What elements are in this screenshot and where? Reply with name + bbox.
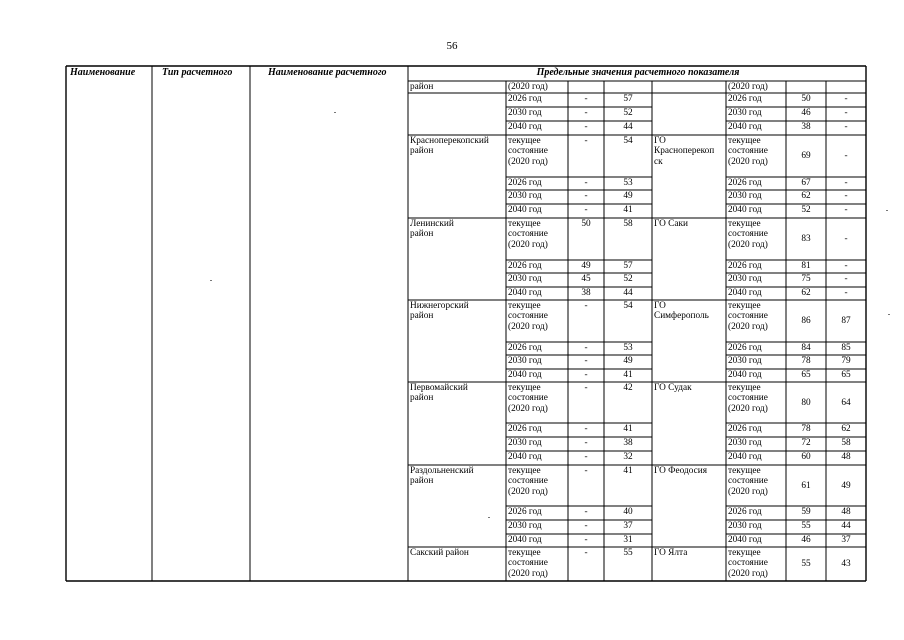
year-label: 2026 год	[508, 261, 542, 271]
state-label: (2020 год)	[728, 82, 768, 92]
city-district-name: ГО Красноперекоп ск	[654, 136, 715, 167]
value-cell: -	[584, 122, 588, 132]
value-cell: 53	[623, 343, 633, 353]
value-cell: 87	[841, 316, 851, 327]
value-cell: 38	[801, 122, 811, 132]
value-cell: -	[584, 136, 588, 146]
year-label: 2030 год	[508, 108, 542, 118]
year-label: 2026 год	[728, 507, 762, 517]
value-cell: -	[584, 548, 588, 558]
state-label: текущее состояние (2020 год)	[508, 466, 548, 497]
value-cell: 44	[623, 288, 633, 298]
value-cell: -	[584, 108, 588, 118]
value-cell: -	[584, 521, 588, 531]
header-col-limits: Предельные значения расчетного показателя	[536, 67, 740, 78]
value-cell: -	[844, 178, 848, 188]
year-label: 2030 год	[728, 438, 762, 448]
year-label: 2026 год	[728, 424, 762, 434]
year-label: 2026 год	[728, 343, 762, 353]
value-cell: 58	[623, 219, 633, 229]
value-cell: -	[844, 234, 848, 245]
value-cell: 44	[841, 521, 851, 531]
year-label: 2030 год	[508, 356, 542, 366]
value-cell: 49	[623, 191, 633, 201]
value-cell: 46	[801, 108, 811, 118]
district-name: Первомайский район	[410, 383, 468, 404]
year-label: 2026 год	[508, 178, 542, 188]
value-cell: 67	[801, 178, 811, 188]
value-cell: 54	[623, 301, 633, 311]
value-cell: -	[584, 452, 588, 462]
city-district-name: ГО Феодосия	[654, 466, 708, 476]
value-cell: 49	[581, 261, 591, 271]
value-cell: -	[584, 383, 588, 393]
city-district-name: ГО Симферополь	[654, 301, 709, 322]
value-cell: -	[584, 301, 588, 311]
value-cell: -	[584, 370, 588, 380]
year-label: 2040 год	[508, 122, 542, 132]
value-cell: 83	[801, 234, 811, 245]
value-cell: 41	[623, 424, 633, 434]
value-cell: 62	[801, 191, 811, 201]
value-cell: 79	[841, 356, 851, 366]
value-cell: 72	[801, 438, 811, 448]
year-label: 2030 год	[728, 108, 762, 118]
value-cell: 54	[623, 136, 633, 146]
value-cell: 78	[801, 356, 811, 366]
value-cell: 31	[623, 535, 633, 545]
year-label: 2026 год	[728, 94, 762, 104]
year-label: 2030 год	[728, 274, 762, 284]
year-label: 2040 год	[728, 205, 762, 215]
value-cell: 60	[801, 452, 811, 462]
value-cell: -	[844, 94, 848, 104]
value-cell: -	[844, 288, 848, 298]
year-label: 2026 год	[508, 94, 542, 104]
district-name: Нижнегорский район	[410, 301, 469, 322]
district-name: Красноперекопский район	[410, 136, 489, 157]
value-cell: -	[844, 108, 848, 118]
value-cell: 75	[801, 274, 811, 284]
year-label: 2026 год	[508, 424, 542, 434]
value-cell: -	[584, 94, 588, 104]
value-cell: 55	[623, 548, 633, 558]
value-cell: 38	[581, 288, 591, 298]
year-label: 2026 год	[508, 507, 542, 517]
state-label: текущее состояние (2020 год)	[728, 548, 768, 579]
value-cell: -	[844, 191, 848, 201]
city-district-name: ГО Судак	[654, 383, 692, 393]
header-col-name: Наименование	[70, 67, 136, 78]
year-label: 2040 год	[728, 370, 762, 380]
value-cell: -	[584, 343, 588, 353]
value-cell: 55	[801, 521, 811, 531]
value-cell: 49	[623, 356, 633, 366]
value-cell: 38	[623, 438, 633, 448]
value-cell: 37	[841, 535, 851, 545]
value-cell: -	[584, 507, 588, 517]
value-cell: -	[584, 535, 588, 545]
value-cell: 52	[801, 205, 811, 215]
value-cell: 52	[623, 108, 633, 118]
value-cell: 46	[801, 535, 811, 545]
state-label: текущее состояние (2020 год)	[508, 548, 548, 579]
value-cell: 41	[623, 466, 633, 476]
state-label: текущее состояние (2020 год)	[728, 301, 768, 332]
year-label: 2040 год	[508, 288, 542, 298]
scan-speck	[334, 112, 336, 113]
year-label: 2030 год	[728, 356, 762, 366]
scan-speck	[488, 517, 490, 518]
value-cell: 65	[841, 370, 851, 380]
district-name: Сакский район	[410, 548, 469, 558]
scan-speck	[888, 314, 890, 315]
value-cell: 62	[801, 288, 811, 298]
year-label: 2040 год	[508, 205, 542, 215]
value-cell: -	[844, 122, 848, 132]
value-cell: -	[844, 261, 848, 271]
value-cell: 50	[581, 219, 591, 229]
year-label: 2040 год	[728, 122, 762, 132]
value-cell: 32	[623, 452, 633, 462]
value-cell: 85	[841, 343, 851, 353]
value-cell: 57	[623, 261, 633, 271]
value-cell: 40	[623, 507, 633, 517]
value-cell: 61	[801, 480, 811, 491]
value-cell: 62	[841, 424, 851, 434]
value-cell: 49	[841, 480, 851, 491]
state-label: текущее состояние (2020 год)	[728, 219, 768, 250]
value-cell: 84	[801, 343, 811, 353]
value-cell: 37	[623, 521, 633, 531]
value-cell: -	[844, 151, 848, 162]
value-cell: 41	[623, 205, 633, 215]
city-district-name: ГО Саки	[654, 219, 689, 229]
value-cell: 57	[623, 94, 633, 104]
value-cell: -	[584, 191, 588, 201]
header-col-type: Тип расчетного	[162, 67, 233, 78]
state-label: (2020 год)	[508, 82, 548, 92]
value-cell: -	[844, 205, 848, 215]
year-label: 2030 год	[508, 191, 542, 201]
year-label: 2040 год	[508, 535, 542, 545]
header-col-object-name: Наименование расчетного	[268, 67, 387, 78]
value-cell: -	[844, 274, 848, 284]
city-district-name: ГО Ялта	[654, 548, 688, 558]
state-label: текущее состояние (2020 год)	[728, 466, 768, 497]
value-cell: 41	[623, 370, 633, 380]
value-cell: 50	[801, 94, 811, 104]
value-cell: 86	[801, 316, 811, 327]
year-label: 2040 год	[728, 452, 762, 462]
value-cell: -	[584, 424, 588, 434]
year-label: 2040 год	[508, 452, 542, 462]
value-cell: -	[584, 178, 588, 188]
year-label: 2030 год	[728, 191, 762, 201]
state-label: текущее состояние (2020 год)	[508, 301, 548, 332]
state-label: текущее состояние (2020 год)	[728, 383, 768, 414]
value-cell: -	[584, 205, 588, 215]
value-cell: 45	[581, 274, 591, 284]
year-label: 2026 год	[728, 261, 762, 271]
year-label: 2040 год	[728, 535, 762, 545]
year-label: 2026 год	[728, 178, 762, 188]
district-name: район	[410, 82, 434, 92]
value-cell: 52	[623, 274, 633, 284]
value-cell: -	[584, 438, 588, 448]
state-label: текущее состояние (2020 год)	[508, 136, 548, 167]
value-cell: 48	[841, 452, 851, 462]
value-cell: 69	[801, 151, 811, 162]
year-label: 2030 год	[508, 438, 542, 448]
year-label: 2030 год	[508, 274, 542, 284]
value-cell: 44	[623, 122, 633, 132]
value-cell: 80	[801, 397, 811, 408]
district-name: Раздольненский район	[410, 466, 474, 487]
state-label: текущее состояние (2020 год)	[728, 136, 768, 167]
value-cell: 43	[841, 559, 851, 570]
page-number: 56	[446, 40, 458, 52]
value-cell: 58	[841, 438, 851, 448]
scan-speck	[886, 210, 888, 211]
scan-speck	[210, 280, 212, 281]
value-cell: -	[584, 356, 588, 366]
value-cell: 81	[801, 261, 811, 271]
value-cell: -	[584, 466, 588, 476]
year-label: 2040 год	[728, 288, 762, 298]
value-cell: 59	[801, 507, 811, 517]
year-label: 2030 год	[508, 521, 542, 531]
value-cell: 42	[623, 383, 633, 393]
value-cell: 53	[623, 178, 633, 188]
year-label: 2030 год	[728, 521, 762, 531]
year-label: 2026 год	[508, 343, 542, 353]
value-cell: 65	[801, 370, 811, 380]
value-cell: 78	[801, 424, 811, 434]
value-cell: 64	[841, 397, 851, 408]
value-cell: 48	[841, 507, 851, 517]
year-label: 2040 год	[508, 370, 542, 380]
value-cell: 55	[801, 559, 811, 570]
district-name: Ленинский район	[410, 219, 454, 240]
state-label: текущее состояние (2020 год)	[508, 383, 548, 414]
state-label: текущее состояние (2020 год)	[508, 219, 548, 250]
